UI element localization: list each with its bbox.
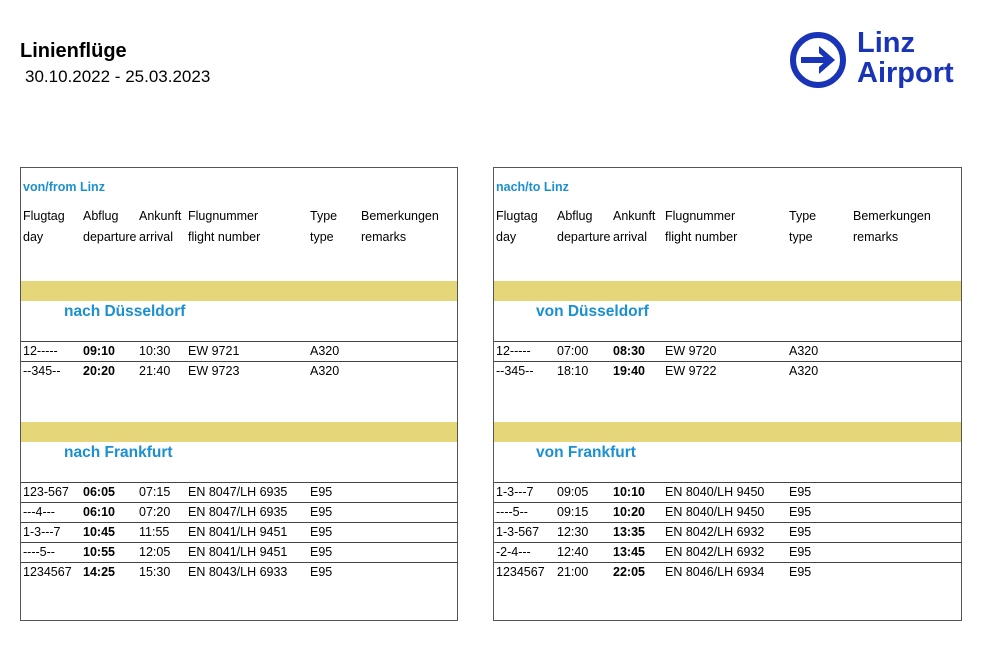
flight-number-cell: EN 8047/LH 6935: [188, 505, 288, 519]
divider: [21, 562, 457, 563]
flight-number-cell: EN 8047/LH 6935: [188, 485, 288, 499]
flugtag-cell: 123-567: [23, 485, 69, 499]
flugtag-cell: --345--: [496, 364, 534, 378]
logo-text-airport: Airport: [857, 57, 954, 89]
col-header-arrival: arrival: [139, 230, 174, 244]
type-cell: A320: [789, 364, 819, 378]
flugtag-cell: 12-----: [496, 344, 531, 358]
type-cell: A320: [789, 344, 819, 358]
divider: [21, 341, 457, 342]
departure-cell: 21:00: [557, 565, 589, 579]
flight-number-cell: EW 9721: [188, 344, 240, 358]
departure-cell: 09:05: [557, 485, 589, 499]
arrival-cell: 13:35: [613, 525, 645, 539]
col-header-arrival: arrival: [613, 230, 648, 244]
arrivals-panel: [493, 167, 962, 621]
type-cell: E95: [310, 505, 333, 519]
panel-heading: nach/to Linz: [496, 180, 569, 194]
arrow-circle-icon: [789, 31, 849, 91]
arrival-cell: 12:05: [139, 545, 171, 559]
col-header-flugnummer: Flugnummer: [188, 209, 259, 223]
col-header-abflug: Abflug: [83, 209, 119, 223]
section-band: [494, 281, 961, 301]
section-band: [21, 281, 457, 301]
flugtag-cell: 1-3-567: [496, 525, 540, 539]
departure-cell: 12:30: [557, 525, 589, 539]
section-band: [21, 422, 457, 442]
divider: [494, 522, 961, 523]
departure-cell: 06:10: [83, 505, 115, 519]
col-header-flight-number: flight number: [665, 230, 738, 244]
flight-number-cell: EW 9720: [665, 344, 717, 358]
flugtag-cell: 1234567: [23, 565, 72, 579]
type-cell: E95: [789, 525, 812, 539]
divider: [21, 361, 457, 362]
type-cell: E95: [789, 505, 812, 519]
arrival-cell: 08:30: [613, 344, 645, 358]
flight-number-cell: EN 8041/LH 9451: [188, 525, 288, 539]
arrival-cell: 19:40: [613, 364, 645, 378]
flight-number-cell: EN 8043/LH 6933: [188, 565, 288, 579]
col-header-remarks: remarks: [853, 230, 899, 244]
divider: [494, 482, 961, 483]
type-cell: E95: [789, 545, 812, 559]
col-header-departure: departure: [557, 230, 611, 244]
departure-cell: 18:10: [557, 364, 589, 378]
arrival-cell: 10:20: [613, 505, 645, 519]
flugtag-cell: ----5--: [23, 545, 55, 559]
col-header-abflug: Abflug: [557, 209, 593, 223]
flight-number-cell: EN 8041/LH 9451: [188, 545, 288, 559]
divider: [494, 502, 961, 503]
departure-cell: 10:55: [83, 545, 115, 559]
col-header-ankunft: Ankunft: [139, 209, 182, 223]
divider: [21, 522, 457, 523]
departure-cell: 06:05: [83, 485, 115, 499]
col-header-type-en: type: [310, 230, 334, 244]
departure-cell: 09:10: [83, 344, 115, 358]
col-header-bemerkungen: Bemerkungen: [361, 209, 439, 223]
col-header-type: Type: [310, 209, 338, 223]
arrival-cell: 21:40: [139, 364, 171, 378]
departure-cell: 09:15: [557, 505, 589, 519]
flugtag-cell: -2-4---: [496, 545, 531, 559]
logo-text-linz: Linz: [857, 27, 915, 59]
flugtag-cell: ----5--: [496, 505, 528, 519]
departure-cell: 10:45: [83, 525, 115, 539]
arrival-cell: 07:20: [139, 505, 171, 519]
flugtag-cell: 1-3---7: [23, 525, 61, 539]
arrival-cell: 22:05: [613, 565, 645, 579]
flugtag-cell: 1234567: [496, 565, 545, 579]
section-title: nach Frankfurt: [64, 444, 173, 461]
section-title: von Frankfurt: [536, 444, 636, 461]
section-band: [494, 422, 961, 442]
departures-panel: [20, 167, 458, 621]
departure-cell: 20:20: [83, 364, 115, 378]
type-cell: E95: [310, 485, 333, 499]
flugtag-cell: 12-----: [23, 344, 58, 358]
col-header-type: Type: [789, 209, 817, 223]
flight-number-cell: EN 8040/LH 9450: [665, 485, 765, 499]
col-header-remarks: remarks: [361, 230, 407, 244]
arrival-cell: 10:10: [613, 485, 645, 499]
divider: [494, 562, 961, 563]
arrival-cell: 07:15: [139, 485, 171, 499]
col-header-ankunft: Ankunft: [613, 209, 656, 223]
col-header-flight-number: flight number: [188, 230, 261, 244]
flugtag-cell: --345--: [23, 364, 61, 378]
col-header-flugtag: Flugtag: [23, 209, 65, 223]
flight-number-cell: EW 9722: [665, 364, 717, 378]
divider: [494, 542, 961, 543]
type-cell: E95: [789, 485, 812, 499]
flight-number-cell: EN 8042/LH 6932: [665, 525, 765, 539]
departure-cell: 14:25: [83, 565, 115, 579]
col-header-day: day: [23, 230, 44, 244]
divider: [494, 341, 961, 342]
divider: [21, 542, 457, 543]
page-title: Linienflüge: [20, 40, 127, 62]
type-cell: A320: [310, 344, 340, 358]
divider: [494, 361, 961, 362]
panel-heading: von/from Linz: [23, 180, 105, 194]
arrival-cell: 10:30: [139, 344, 171, 358]
flugtag-cell: ---4---: [23, 505, 55, 519]
col-header-day: day: [496, 230, 517, 244]
type-cell: E95: [310, 525, 333, 539]
divider: [21, 502, 457, 503]
linz-airport-logo: [789, 27, 979, 96]
type-cell: E95: [310, 545, 333, 559]
section-title: nach Düsseldorf: [64, 303, 186, 320]
flight-number-cell: EN 8046/LH 6934: [665, 565, 765, 579]
flight-number-cell: EW 9723: [188, 364, 240, 378]
arrival-cell: 15:30: [139, 565, 171, 579]
departure-cell: 12:40: [557, 545, 589, 559]
flight-number-cell: EN 8042/LH 6932: [665, 545, 765, 559]
col-header-bemerkungen: Bemerkungen: [853, 209, 931, 223]
type-cell: A320: [310, 364, 340, 378]
col-header-flugtag: Flugtag: [496, 209, 538, 223]
type-cell: E95: [310, 565, 333, 579]
col-header-type-en: type: [789, 230, 813, 244]
flugtag-cell: 1-3---7: [496, 485, 534, 499]
type-cell: E95: [789, 565, 812, 579]
arrival-cell: 13:45: [613, 545, 645, 559]
departure-cell: 07:00: [557, 344, 589, 358]
flight-number-cell: EN 8040/LH 9450: [665, 505, 765, 519]
schedule-period: 30.10.2022 - 25.03.2023: [25, 67, 211, 86]
divider: [21, 482, 457, 483]
col-header-departure: departure: [83, 230, 137, 244]
arrival-cell: 11:55: [139, 525, 170, 539]
col-header-flugnummer: Flugnummer: [665, 209, 736, 223]
section-title: von Düsseldorf: [536, 303, 649, 320]
